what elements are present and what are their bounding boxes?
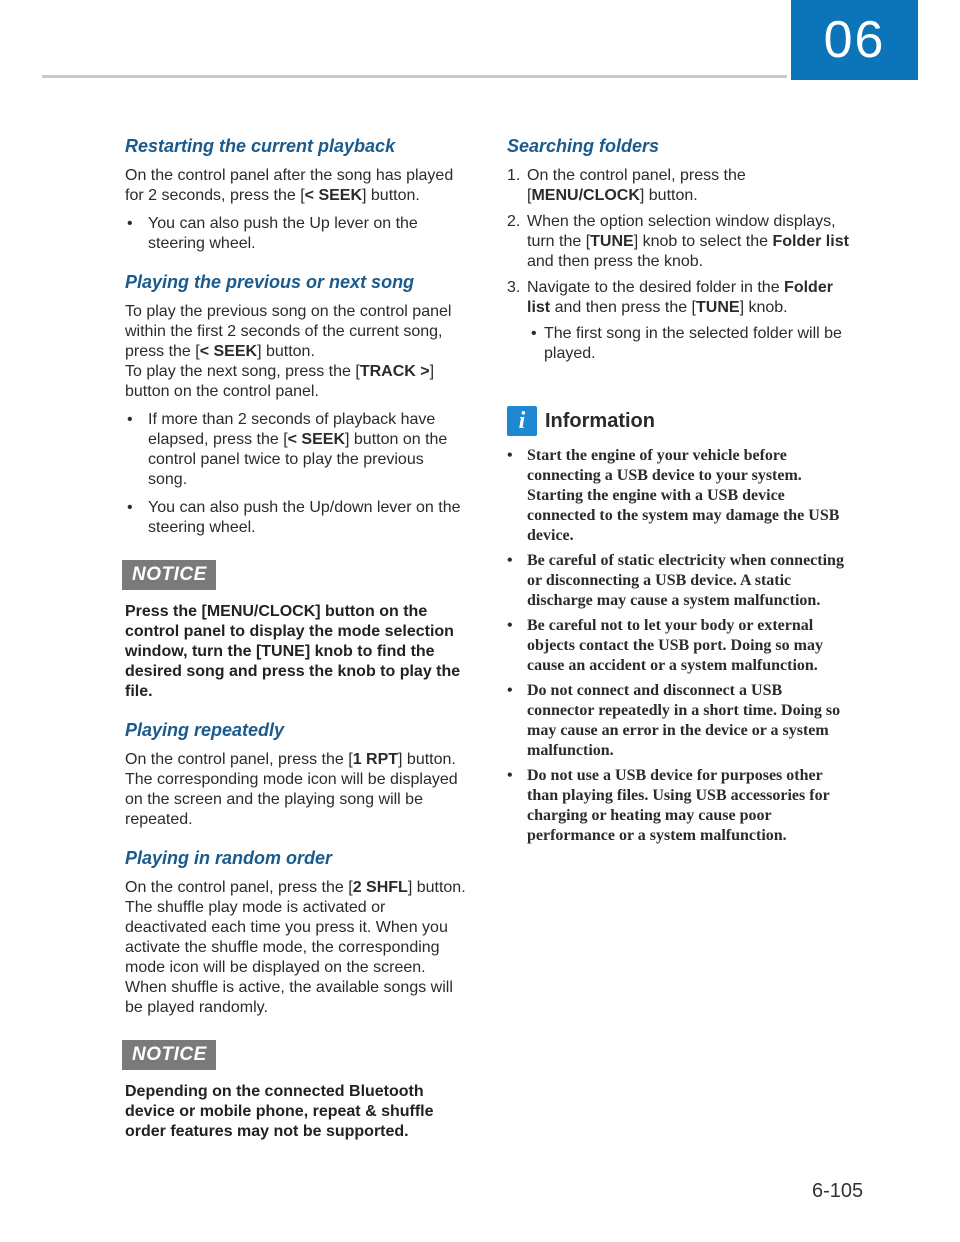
bullet-icon: • bbox=[507, 447, 513, 464]
text-run: ] button. bbox=[639, 187, 698, 204]
bullet-icon: • bbox=[127, 499, 133, 516]
info-icon: i bbox=[507, 406, 537, 436]
button-label-track: TRACK > bbox=[359, 363, 430, 380]
section-folders bbox=[507, 134, 852, 364]
step-item bbox=[507, 212, 852, 272]
step-number: 2. bbox=[507, 213, 521, 230]
bullet-icon: • bbox=[507, 767, 513, 784]
section-title: Playing in random order bbox=[125, 848, 333, 868]
step-item bbox=[507, 278, 852, 364]
text-run: On the control panel, press the [ bbox=[527, 167, 746, 204]
text-run: and then press the [ bbox=[550, 299, 696, 316]
section-title: Playing the previous or next song bbox=[125, 272, 415, 292]
text-run: On the control panel after the song has played for 2 seconds, press the [ bbox=[125, 167, 454, 204]
section-restart bbox=[125, 134, 467, 254]
information-item-text: Start the engine of your vehicle before connecting a USB device to your system. Starting the engine with a USB device connected to the system may damage the USB device. bbox=[527, 447, 840, 544]
section-title: Searching folders bbox=[507, 136, 660, 156]
bullet-icon: • bbox=[531, 325, 537, 342]
step-number: 1. bbox=[507, 167, 521, 184]
button-label-rpt: 1 RPT bbox=[352, 751, 399, 768]
text-run: ] knob. bbox=[739, 299, 788, 316]
text-run: To play the previous song on the control panel within the first 2 seconds of the current song, press the [ bbox=[125, 303, 452, 360]
information-list bbox=[507, 446, 852, 846]
section-title: Restarting the current playback bbox=[125, 136, 396, 156]
bullet-icon: • bbox=[127, 411, 133, 428]
text-run: ] button. The shuffle play mode is activated or deactivated each time you press it. When you activate the shuffle mode, the corresponding mode icon will be displayed on the screen. When shuffle is active, the available songs will be played randomly. bbox=[125, 879, 466, 1016]
text-run: ] knob to select the bbox=[633, 233, 773, 250]
information-item bbox=[507, 446, 852, 546]
information-item bbox=[507, 551, 852, 611]
text-run: When the option selection window displays, turn the [ bbox=[527, 213, 836, 250]
text-run: If more than 2 seconds of playback have elapsed, press the [ bbox=[148, 411, 436, 448]
text-run: ] button. bbox=[257, 343, 315, 360]
text-run: and then press the knob. bbox=[527, 253, 704, 270]
list-item bbox=[125, 498, 467, 538]
text-run: ] button. bbox=[362, 187, 420, 204]
chapter-number: 06 bbox=[823, 11, 886, 69]
button-label-seek: < SEEK bbox=[304, 187, 363, 204]
text-run: To play the next song, press the [ bbox=[125, 363, 360, 380]
list-item bbox=[125, 410, 467, 490]
text-run: ] button on the control panel twice to play the previous song. bbox=[148, 431, 448, 488]
step-item bbox=[507, 166, 852, 206]
information-item bbox=[507, 616, 852, 676]
notice-text: Press the [MENU/CLOCK] button on the control panel to display the mode selection window, turn the [TUNE] knob to find the desired song and press the knob to play the file. bbox=[125, 603, 461, 700]
menu-label-folder-list: Folder list bbox=[527, 279, 833, 316]
left-column bbox=[125, 134, 467, 1158]
header-rule bbox=[42, 75, 787, 78]
information-title: Information bbox=[545, 410, 655, 432]
section-repeat bbox=[125, 718, 467, 830]
information-item-text: Do not use a USB device for purposes other than playing files. Using USB accessories for charging or heating may cause poor performance or a system malfunction. bbox=[527, 767, 830, 844]
notice-badge: NOTICE bbox=[122, 1040, 216, 1070]
section-prev-next bbox=[125, 270, 467, 538]
paragraph bbox=[125, 750, 467, 830]
bullet-icon: • bbox=[507, 552, 513, 569]
section-title: Playing repeatedly bbox=[125, 720, 285, 740]
text-run: ] button on the control panel. bbox=[125, 363, 435, 400]
paragraph bbox=[125, 878, 467, 1018]
button-label-seek: < SEEK bbox=[287, 431, 345, 448]
paragraph bbox=[125, 302, 467, 362]
notice-badge: NOTICE bbox=[122, 560, 216, 590]
paragraph bbox=[125, 362, 467, 402]
button-label-menu: MENU/CLOCK bbox=[531, 187, 640, 204]
list-item-text: You can also push the Up/down lever on the steering wheel. bbox=[148, 499, 461, 536]
information-item bbox=[507, 766, 852, 846]
bullet-list bbox=[125, 410, 467, 538]
step-list bbox=[507, 166, 852, 364]
bullet-icon: • bbox=[507, 682, 513, 699]
list-item-text: You can also push the Up lever on the steering wheel. bbox=[148, 215, 418, 252]
menu-label-folder-list: Folder list bbox=[772, 233, 849, 250]
button-label-shfl: 2 SHFL bbox=[352, 879, 408, 896]
step-number: 3. bbox=[507, 279, 521, 296]
sub-bullet-text: The first song in the selected folder will be played. bbox=[544, 325, 842, 362]
information-item-text: Be careful of static electricity when connecting or disconnecting a USB device. A static discharge may cause a system malfunction. bbox=[527, 552, 844, 609]
information-item-text: Be careful not to let your body or external objects contact the USB port. Doing so may cause an accident or a system malfunction. bbox=[527, 617, 823, 674]
chapter-tab bbox=[791, 0, 918, 80]
information-item bbox=[507, 681, 852, 761]
bullet-icon: • bbox=[507, 617, 513, 634]
button-label-seek: < SEEK bbox=[199, 343, 258, 360]
notice-block bbox=[125, 554, 467, 702]
page-number: 6-105 bbox=[812, 1180, 864, 1202]
notice-text: Depending on the connected Bluetooth device or mobile phone, repeat & shuffle order features may not be supported. bbox=[125, 1083, 434, 1140]
notice-block bbox=[125, 1034, 467, 1142]
information-item-text: Do not connect and disconnect a USB connector repeatedly in a short time. Doing so may cause an error in the device or a system malfunction. bbox=[527, 682, 841, 759]
information-header bbox=[507, 406, 852, 436]
section-random bbox=[125, 846, 467, 1018]
paragraph bbox=[125, 166, 467, 206]
bullet-icon: • bbox=[127, 215, 133, 232]
button-label-tune: TUNE bbox=[590, 233, 634, 250]
text-run: Navigate to the desired folder in the bbox=[527, 279, 785, 296]
text-run: On the control panel, press the [ bbox=[125, 879, 353, 896]
text-run: On the control panel, press the [ bbox=[125, 751, 353, 768]
sub-bullet bbox=[507, 324, 852, 364]
right-column bbox=[507, 134, 852, 851]
bullet-list bbox=[125, 214, 467, 254]
text-run: ] button. The corresponding mode icon will be displayed on the screen and the playing song will be repeated. bbox=[125, 751, 458, 828]
list-item bbox=[125, 214, 467, 254]
button-label-tune: TUNE bbox=[696, 299, 740, 316]
